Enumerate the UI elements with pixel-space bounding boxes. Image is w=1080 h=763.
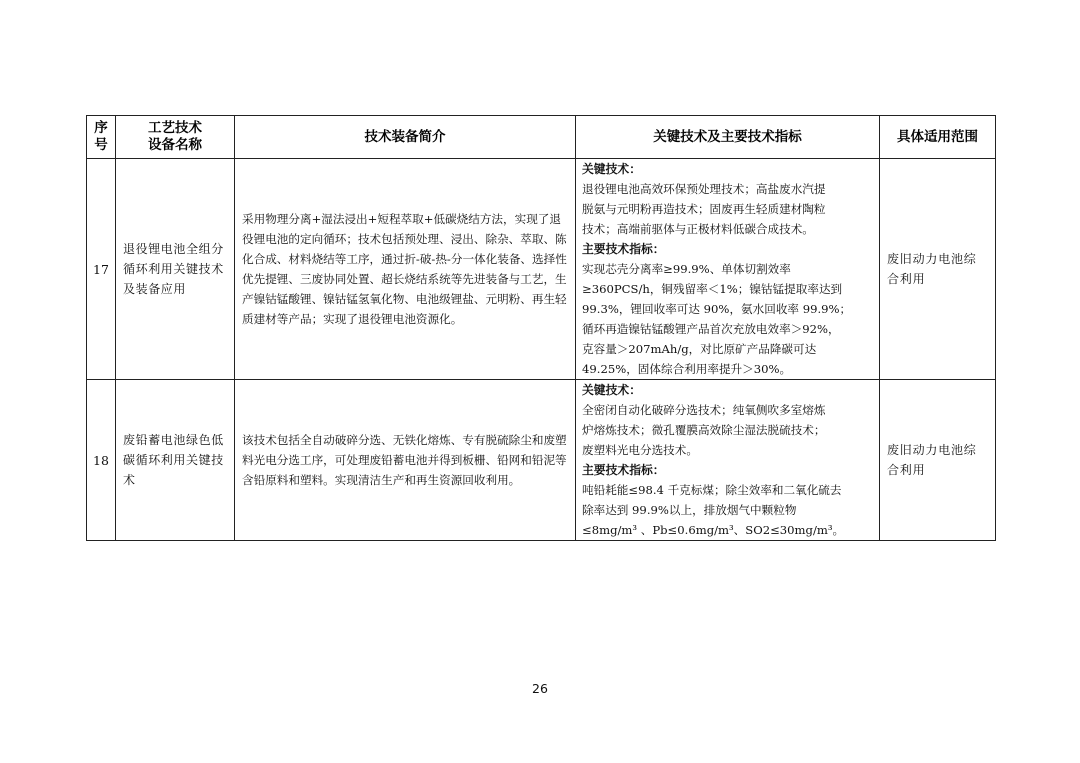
key-tech-line: 退役锂电池高效环保预处理技术；高盐废水汽提 bbox=[582, 182, 826, 196]
key-tech-line: 炉熔炼技术；微孔覆膜高效除尘湿法脱硫技术； bbox=[582, 423, 826, 437]
indicator-line: 吨铅耗能≤98.4 千克标煤；除尘效率和二氧化硫去 bbox=[582, 483, 842, 497]
indicator-line: ≥360PCS/h，铜残留率＜1%；镍钴锰提取率达到 bbox=[582, 282, 843, 296]
row-technology-name: 退役锂电池全组分循环利用关键技术及装备应用 bbox=[116, 159, 235, 380]
key-tech-label: 关键技术： bbox=[582, 383, 641, 397]
table-row bbox=[87, 159, 996, 380]
key-tech-line: 技术；高端前驱体与正极材料低碳合成技术。 bbox=[582, 222, 814, 236]
header-intro: 技术装备简介 bbox=[235, 116, 576, 159]
key-tech-line: 脱氨与元明粉再造技术；固废再生轻质建材陶粒 bbox=[582, 202, 826, 216]
row-seq: 17 bbox=[87, 159, 116, 380]
header-name-line2: 设备名称 bbox=[148, 137, 202, 153]
key-tech-label: 关键技术： bbox=[582, 162, 641, 176]
page-number: 26 bbox=[532, 681, 548, 696]
indicator-line: 49.25%，固体综合利用率提升＞30%。 bbox=[582, 362, 792, 376]
row-key-tech bbox=[576, 159, 880, 380]
indicator-label: 主要技术指标： bbox=[582, 242, 665, 256]
key-tech-line: 全密闭自动化破碎分选技术；纯氧侧吹多室熔炼 bbox=[582, 403, 826, 417]
row-seq: 18 bbox=[87, 380, 116, 541]
row-intro: 采用物理分离+湿法浸出+短程萃取+低碳烧结方法，实现了退役锂电池的定向循环；技术包括预处理、浸出、除杂、萃取、陈化合成、材料烧结等工序，通过折-破-热-分一体化装备、选择性优先提锂、三废协同处置、超长烧结系统等先进装备与工艺，生产镍钴锰酸锂、镍钴锰氢氧化物、电池级锂盐、元明粉、再生轻质建材等产品；实现了退役锂电池资源化。 bbox=[235, 159, 576, 380]
indicator-line: 实现芯壳分离率≥99.9%、单体切割效率 bbox=[582, 262, 791, 276]
indicator-line: 除率达到 99.9%以上，排放烟气中颗粒物 bbox=[582, 503, 797, 517]
table-header-row bbox=[87, 116, 996, 159]
indicator-line: 克容量＞207mAh/g，对比原矿产品降碳可达 bbox=[582, 342, 817, 356]
header-seq bbox=[87, 116, 116, 159]
header-name-line1: 工艺技术 bbox=[148, 120, 202, 136]
row-scope: 废旧动力电池综合利用 bbox=[880, 159, 996, 380]
row-scope: 废旧动力电池综合利用 bbox=[880, 380, 996, 541]
table-row bbox=[87, 380, 996, 541]
row-intro: 该技术包括全自动破碎分选、无铁化熔炼、专有脱硫除尘和废塑料光电分选工序，可处理废铅蓄电池并得到板栅、铅网和铅泥等含铅原料和塑料。实现清洁生产和再生资源回收利用。 bbox=[235, 380, 576, 541]
indicator-line: ≤8mg/m³ 、Pb≤0.6mg/m³、SO2≤30mg/m³。 bbox=[582, 523, 845, 537]
technology-table bbox=[86, 115, 996, 541]
header-seq-line1: 序 bbox=[94, 120, 108, 136]
indicator-label: 主要技术指标： bbox=[582, 463, 665, 477]
header-name bbox=[116, 116, 235, 159]
row-key-tech bbox=[576, 380, 880, 541]
indicator-line: 循环再造镍钴锰酸锂产品首次充放电效率＞92%， bbox=[582, 322, 840, 336]
header-scope: 具体适用范围 bbox=[880, 116, 996, 159]
header-key-tech: 关键技术及主要技术指标 bbox=[576, 116, 880, 159]
header-seq-line2: 号 bbox=[94, 137, 108, 153]
indicator-line: 99.3%，锂回收率可达 90%，氨水回收率 99.9%； bbox=[582, 302, 852, 316]
key-tech-line: 废塑料光电分选技术。 bbox=[582, 443, 698, 457]
row-technology-name: 废铅蓄电池绿色低碳循环利用关键技术 bbox=[116, 380, 235, 541]
